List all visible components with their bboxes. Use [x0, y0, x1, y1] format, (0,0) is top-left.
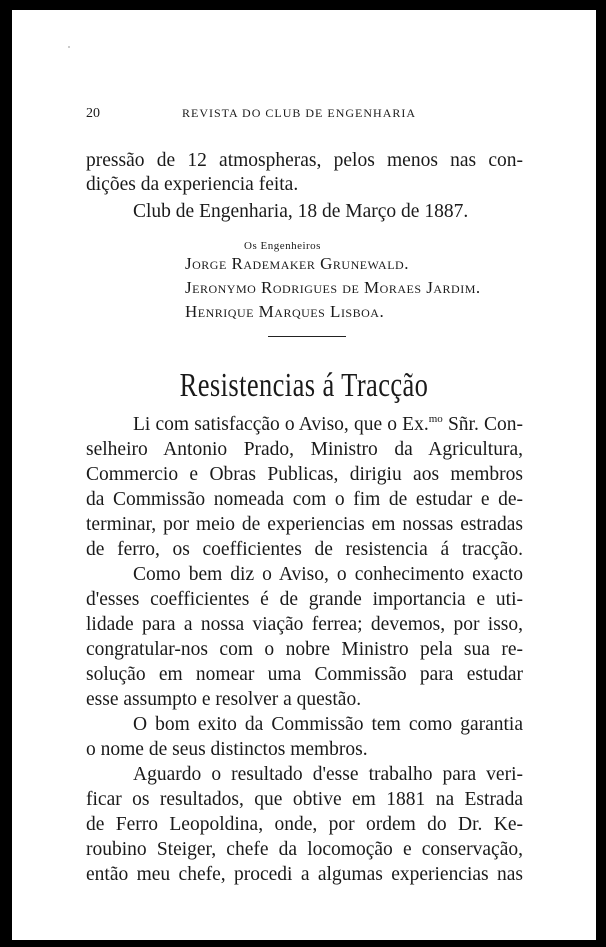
intro-line-1: pressão de 12 atmospheras, pelos menos nas con- [86, 150, 523, 171]
article-line-11: solução em nomear uma Commissão para estudar [86, 664, 523, 685]
page-number: 20 [86, 106, 100, 121]
intro-line-2: dições da experiencia feita. [86, 174, 299, 195]
article-line-16: ficar os resultados, que obtive em 1881 na Estrada [86, 789, 523, 810]
article-line-1 [133, 413, 523, 437]
signer-1: Jorge Rademaker Grunewald. [185, 254, 409, 273]
book-page [12, 10, 596, 940]
article-line-5: terminar, por meio de experiencias em nossas estradas [86, 514, 523, 535]
signer-2: Jeronymo Rodrigues de Moraes Jardim. [185, 278, 481, 297]
article-line-7: Como bem diz o Aviso, o conhecimento exacto [133, 564, 523, 585]
article-line-18: roubino Steiger, chefe da locomoção e conservação, [86, 839, 523, 860]
article-line-13: O bom exito da Commissão tem como garantia [133, 714, 523, 735]
section-divider [268, 336, 346, 337]
signers-label: Os Engenheiros [244, 240, 321, 252]
article-line-1-text: Li com satisfacção o Aviso, que o Ex. [133, 414, 429, 435]
article-line-12: esse assumpto e resolver a questão. [86, 689, 362, 710]
date-line: Club de Engenharia, 18 de Março de 1887. [133, 201, 469, 222]
signer-3: Henrique Marques Lisboa. [185, 302, 385, 321]
article-line-9: lidade para a nossa viação ferrea; devemos, por isso, [86, 614, 523, 635]
article-line-8: d'esses coefficientes é de grande importancia e uti- [86, 589, 523, 610]
paper-speck [68, 46, 70, 48]
page-header [12, 106, 596, 126]
article-line-1-end: Sñr. Con- [442, 414, 523, 435]
article-line-6: de ferro, os coefficientes de resistencia á tracção. [86, 539, 523, 560]
article-title: Resistencias á Tracção [179, 367, 429, 404]
superscript-mo: mo [428, 413, 443, 425]
article-line-2: selheiro Antonio Prado, Ministro da Agricultura, [86, 439, 523, 460]
article-line-10: congratular-nos com o nobre Ministro pela sua re- [86, 639, 523, 660]
article-line-15: Aguardo o resultado d'esse trabalho para veri- [133, 764, 523, 785]
article-line-3: Commercio e Obras Publicas, dirigiu aos membros [86, 464, 523, 485]
article-line-14: o nome de seus distinctos membros. [86, 739, 368, 760]
article-line-19: então meu chefe, procedi a algumas experiencias nas [86, 864, 523, 885]
article-line-17: de Ferro Leopoldina, onde, por ordem do Dr. Ke- [86, 814, 523, 835]
running-head: REVISTA DO CLUB DE ENGENHARIA [182, 106, 417, 120]
article-line-4: da Commissão nomeada com o fim de estudar e de- [86, 489, 523, 510]
